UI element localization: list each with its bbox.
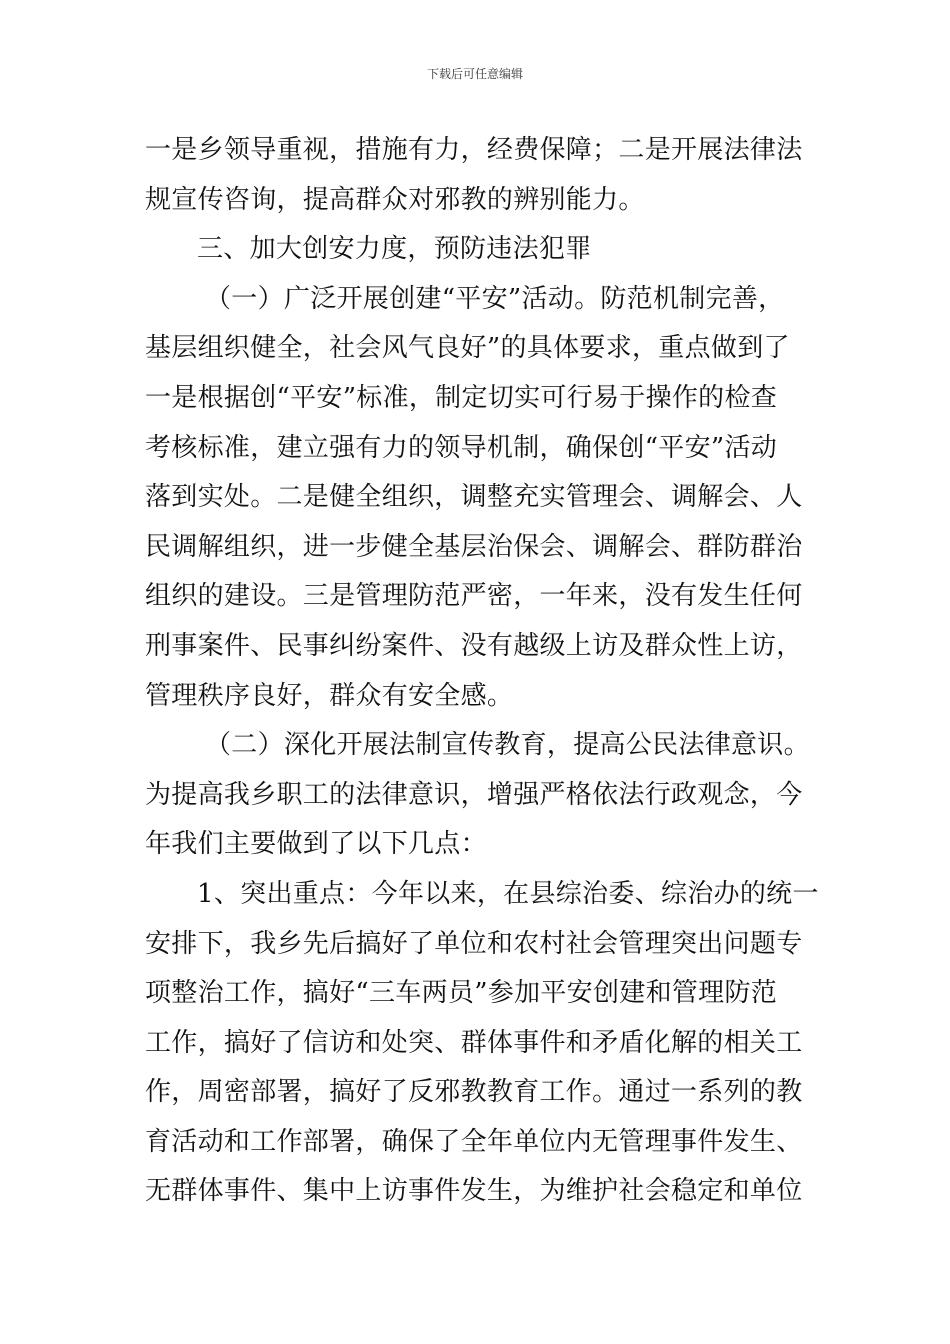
text-line: 组织的建设。三是管理防范严密，一年来，没有发生任何 (145, 581, 803, 612)
text-line: （二）深化开展法制宣传教育，提高公民法律意识。 (205, 730, 810, 761)
header-note: 下载后可任意编辑 (426, 67, 523, 81)
text-line: 无群体事件、集中上访事件发生，为维护社会稳定和单位 (145, 1176, 803, 1207)
section-heading: 三、加大创安力度，预防违法犯罪 (197, 234, 592, 265)
text-line: 安排下，我乡先后搞好了单位和农村社会管理突出问题专 (145, 928, 803, 959)
text-line: 作，周密部署，搞好了反邪教教育工作。通过一系列的教 (145, 1077, 803, 1108)
text-line: 育活动和工作部署，确保了全年单位内无管理事件发生、 (145, 1126, 803, 1157)
text-line: 民调解组织，进一步健全基层治保会、调解会、群防群治 (145, 531, 803, 562)
text-line: 刑事案件、民事纠纷案件、没有越级上访及群众性上访， (145, 630, 803, 661)
text-line: 基层组织健全，社会风气良好”的具体要求，重点做到了 (145, 333, 790, 364)
text-line: 项整治工作，搞好“三车两员”参加平安创建和管理防范 (145, 978, 778, 1009)
text-line: 考核标准，建立强有力的领导机制，确保创“平安”活动 (145, 432, 778, 463)
text-line: 为提高我乡职工的法律意识，增强严格依法行政观念，今 (145, 779, 803, 810)
document-body (145, 126, 819, 1217)
text-line: 规宣传咨询，提高群众对邪教的辨别能力。 (145, 184, 645, 215)
text-line: （一）广泛开展创建“平安”活动。防范机制完善， (205, 283, 785, 314)
text-line: 1、突出重点：今年以来，在县综治委、综治办的统一 (197, 878, 819, 909)
text-line: 一是乡领导重视，措施有力，经费保障；二是开展法律法 (145, 135, 803, 165)
text-line: 管理秩序良好，群众有安全感。 (145, 680, 514, 711)
text-line: 一是根据创“平安”标准，制定切实可行易于操作的检查 (145, 382, 778, 413)
text-line: 落到实处。二是健全组织，调整充实管理会、调解会、人 (145, 482, 803, 513)
text-line: 年我们主要做到了以下几点： (145, 829, 487, 860)
text-line: 工作，搞好了信访和处突、群体事件和矛盾化解的相关工 (145, 1027, 803, 1058)
